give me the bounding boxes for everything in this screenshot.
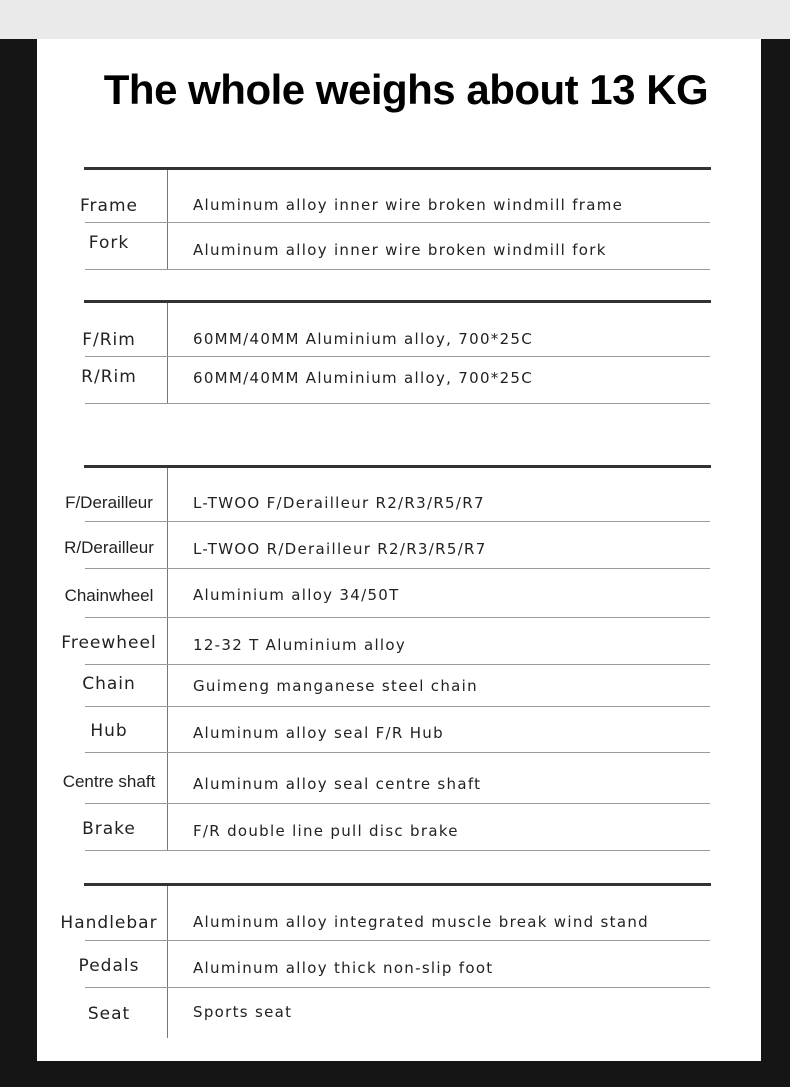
row-divider xyxy=(85,269,710,270)
spec-value-centre-shaft: Aluminum alloy seal centre shaft xyxy=(193,775,482,793)
spec-label-chain: Chain xyxy=(82,674,136,694)
column-divider xyxy=(167,468,168,851)
spec-label-frame: Frame xyxy=(80,196,138,216)
spec-label-f-rim: F/Rim xyxy=(82,330,136,350)
row-divider xyxy=(85,940,710,941)
spec-label-centre-shaft: Centre shaft xyxy=(62,772,156,791)
spec-label-chainwheel: Chainwheel xyxy=(64,586,154,605)
row-divider xyxy=(85,617,710,618)
row-divider xyxy=(85,521,710,522)
spec-label-f-derailleur: F/Derailleur xyxy=(65,493,153,512)
spec-value-brake: F/R double line pull disc brake xyxy=(193,822,459,840)
spec-label-freewheel: Freewheel xyxy=(61,633,157,653)
group-divider xyxy=(84,167,711,170)
spec-label-handlebar: Handlebar xyxy=(60,913,158,933)
spec-label-fork: Fork xyxy=(88,233,130,253)
spec-value-f-rim: 60MM/40MM Aluminium alloy, 700*25C xyxy=(193,330,534,348)
spec-value-seat: Sports seat xyxy=(193,1003,293,1021)
group-divider xyxy=(84,300,711,303)
spec-value-r-rim: 60MM/40MM Aluminium alloy, 700*25C xyxy=(193,369,534,387)
spec-value-r-derailleur: L-TWOO R/Derailleur R2/R3/R5/R7 xyxy=(193,540,487,558)
row-divider xyxy=(85,987,710,988)
spec-label-brake: Brake xyxy=(82,819,136,839)
row-divider xyxy=(85,403,710,404)
column-divider xyxy=(167,303,168,404)
spec-label-r-derailleur: R/Derailleur xyxy=(64,538,154,557)
spec-value-fork: Aluminum alloy inner wire broken windmill fork xyxy=(193,241,607,259)
row-divider xyxy=(85,222,710,223)
spec-value-freewheel: 12-32 T Aluminium alloy xyxy=(193,636,407,654)
spec-value-chain: Guimeng manganese steel chain xyxy=(193,677,478,695)
page-title: The whole weighs about 13 KG xyxy=(103,66,709,113)
spec-label-pedals: Pedals xyxy=(78,956,140,976)
row-divider xyxy=(85,568,710,569)
spec-value-chainwheel: Aluminium alloy 34/50T xyxy=(193,586,400,604)
row-divider xyxy=(85,752,710,753)
row-divider xyxy=(85,664,710,665)
group-divider xyxy=(84,883,711,886)
spec-value-hub: Aluminum alloy seal F/R Hub xyxy=(193,724,444,742)
row-divider xyxy=(85,356,710,357)
spec-label-seat: Seat xyxy=(87,1004,131,1024)
spec-value-pedals: Aluminum alloy thick non-slip foot xyxy=(193,959,494,977)
spec-label-hub: Hub xyxy=(90,721,128,741)
spec-value-f-derailleur: L-TWOO F/Derailleur R2/R3/R5/R7 xyxy=(193,494,485,512)
row-divider xyxy=(85,850,710,851)
spec-value-handlebar: Aluminum alloy integrated muscle break wind stand xyxy=(193,913,649,931)
top-strip xyxy=(0,0,790,39)
spec-label-r-rim: R/Rim xyxy=(81,367,137,387)
group-divider xyxy=(84,465,711,468)
row-divider xyxy=(85,706,710,707)
spec-value-frame: Aluminum alloy inner wire broken windmill frame xyxy=(193,196,624,214)
row-divider xyxy=(85,803,710,804)
column-divider xyxy=(167,170,168,270)
